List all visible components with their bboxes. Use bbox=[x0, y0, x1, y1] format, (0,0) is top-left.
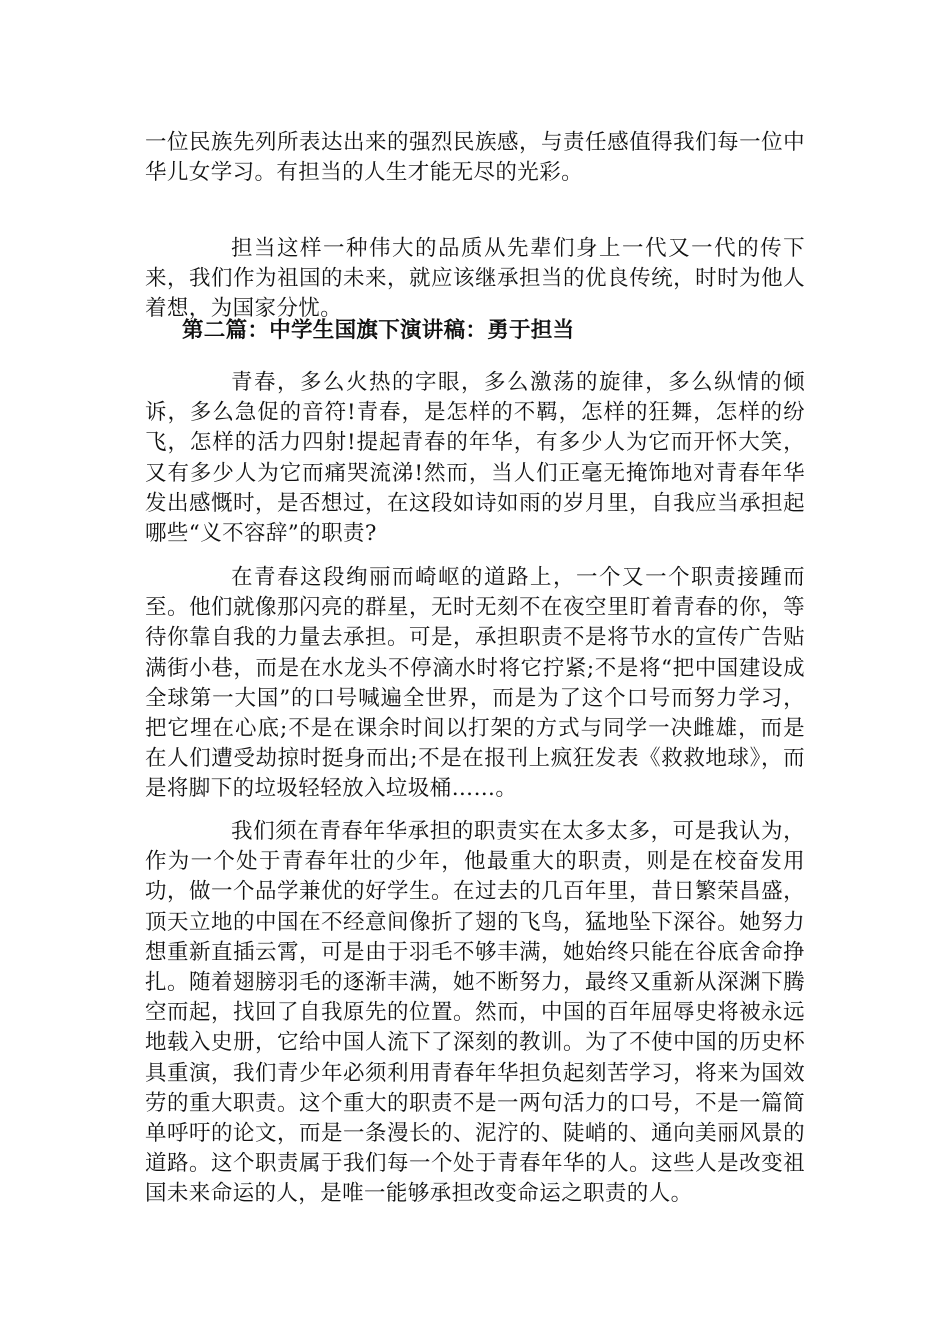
paragraph-study-duty: 我们须在青春年华承担的职责实在太多太多，可是我认为，作为一个处于青春年壮的少年，他最重大的职责，则是在校奋发用功，做一个品学兼优的好学生。在过去的几百年里，昔日繁荣昌盛，顶天立地的中国在不经意间像折了翅的飞鸟，猛地坠下深谷。她努力想重新直插云霄，可是由于羽毛不够丰满，她始终只能在谷底舍命挣扎。随着翅膀羽毛的逐渐丰满，她不断努力，最终又重新从深渊下腾空而起，找回了自我原先的位置。然而，中国的百年屈辱史将被永远地载入史册，它给中国人流下了深刻的教训。为了不使中国的历史杯具重演，我们青少年必须利用青春年华担负起刻苦学习，将来为国效劳的重大职责。这个重大的职责不是一两句活力的口号，不是一篇简单呼吁的论文，而是一条漫长的、泥泞的、陡峭的、通向美丽风景的道路。这个职责属于我们每一个处于青春年华的人。这些人是改变祖国未来命运的人，是唯一能够承担改变命运之职责的人。 bbox=[145, 819, 805, 1207]
paragraph-inheritance: 担当这样一种伟大的品质从先辈们身上一代又一代的传下来，我们作为祖国的未来，就应该继承担当的优良传统，时时为他人着想，为国家分忧。 bbox=[145, 236, 805, 322]
paragraph-continued: 一位民族先列所表达出来的强烈民族感，与责任感值得我们每一位中华儿女学习。有担当的人生才能无尽的光彩。 bbox=[145, 130, 805, 186]
paragraph-youth: 青春，多么火热的字眼，多么激荡的旋律，多么纵情的倾诉，多么急促的音符!青春，是怎样的不羁，怎样的狂舞，怎样的纷飞，怎样的活力四射!提起青春的年华，有多少人为它而开怀大笑，又有多少人为它而痛哭流涕!然而，当人们正毫无掩饰地对青春年华发出感慨时，是否想过，在这段如诗如雨的岁月里，自我应当承担起哪些“义不容辞”的职责? bbox=[145, 370, 805, 547]
section-heading: 第二篇：中学生国旗下演讲稿：勇于担当 bbox=[182, 318, 575, 343]
paragraph-responsibilities: 在青春这段绚丽而崎岖的道路上，一个又一个职责接踵而至。他们就像那闪亮的群星，无时无刻不在夜空里盯着青春的你，等待你靠自我的力量去承担。可是，承担职责不是将节水的宣传广告贴满街小巷，而是在水龙头不停滴水时将它拧紧;不是将“把中国建设成全球第一大国”的口号喊遍全世界，而是为了这个口号而努力学习，把它埋在心底;不是在课余时间以打架的方式与同学一决雌雄，而是在人们遭受劫掠时挺身而出;不是在报刊上疯狂发表《救救地球》，而是将脚下的垃圾轻轻放入垃圾桶……。 bbox=[145, 565, 805, 802]
